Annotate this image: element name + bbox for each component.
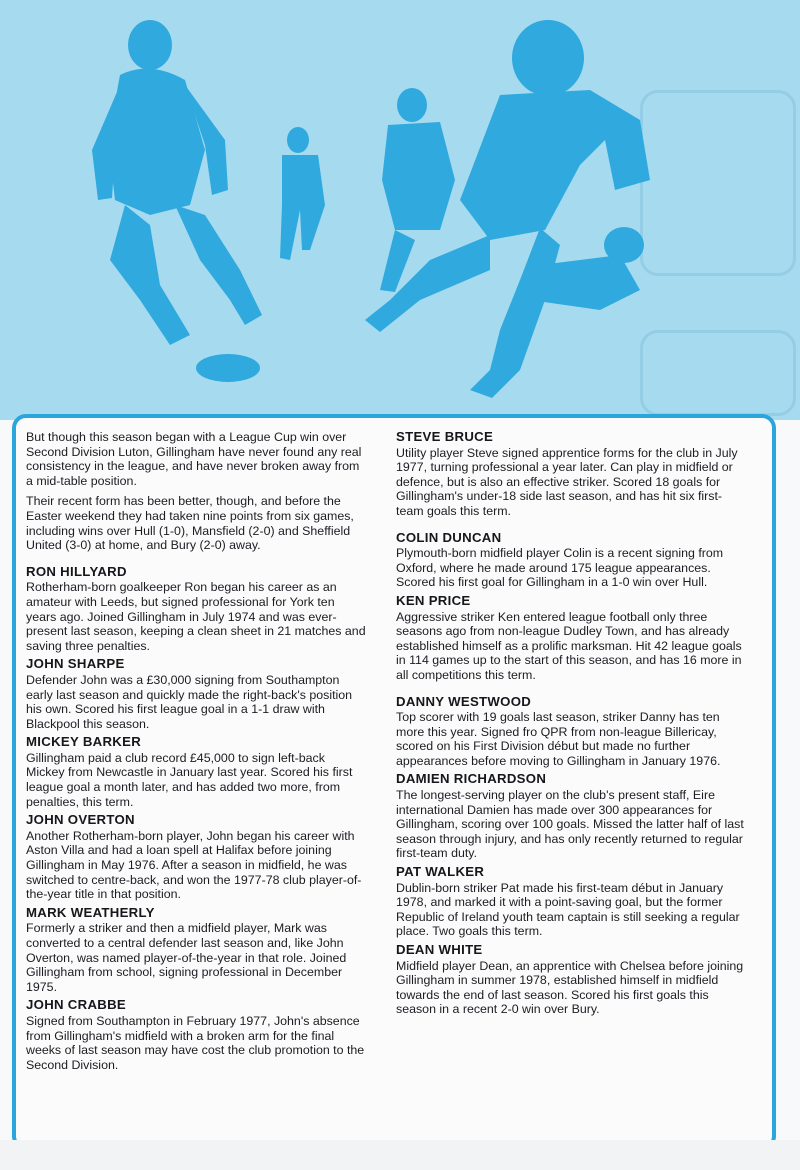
player-background-figure	[280, 127, 325, 260]
player-entry	[396, 943, 746, 1017]
player-name: DEAN WHITE	[396, 942, 483, 957]
player-entry	[396, 531, 746, 590]
right-column	[396, 430, 746, 1021]
player-bio: Formerly a striker and then a midfield player, Mark was converted to a central defender last season and, like John Overton, was named player-of-the-year in that role. Joined Gillingham from school, signing professional in December 1975.	[26, 921, 347, 994]
player-bio: The longest-serving player on the club's present staff, Eire international Damien has made over 300 appearances for Gillingham, scoring over 100 goals. Missed the latter half of last season through injury, and has only recently returned to regular first-team duty.	[396, 788, 744, 861]
intro-paragraph: Their recent form has been better, though, and before the Easter weekend they had taken nine points from six games, including wins over Hull (1-0), Mansfield (2-0) and Sheffield United (3-0) at home, and Bury (2-0) away.	[26, 494, 354, 553]
player-name: JOHN CRABBE	[26, 997, 127, 1013]
player-bio: Another Rotherham-born player, John began his career with Aston Villa and had a loan spell at Halifax before joining Gillingham in May 1976. After a season in midfield, he was switched to centre-back, and won the 1977-78 club player-of-the-year title in that position.	[26, 828, 362, 902]
player-bio: Defender John was a £30,000 signing from Southampton early last season and quickly made the right-back's position his own. Scored his first league goal in a 1-1 draw with Blackpool this season.	[26, 672, 353, 731]
player-entry	[396, 430, 746, 519]
player-bio: Top scorer with 19 goals last season, striker Danny has ten more this year. Signed fro QPR from non-league Billericay, scored on his First Division début but made no further appearances before moving to Gillingham in January 1976.	[396, 710, 721, 768]
player-bio: Rotherham-born goalkeeper Ron began his career as an amateur with Leeds, but signed professional for York ten years ago. Joined Gillingham in July 1974 and was ever-present last season, keeping a clean sheet in 21 matches and saving three penalties.	[26, 580, 366, 653]
player-name: STEVE BRUCE	[396, 429, 494, 444]
player-bio: Aggressive striker Ken entered league football only three seasons ago from non-league Dudley Town, and has already established himself as a prolific marksman. Hit 42 league goals in 114 games up to the start of this season, and has 16 more in all competitions this term.	[396, 609, 742, 682]
player-entry	[396, 772, 746, 861]
player-bio: Signed from Southampton in February 1977, John's absence from Gillingham's midfield with a broken arm for the final weeks of last season may have cost the club promotion to the Second Division.	[26, 1013, 365, 1072]
player-entry	[26, 657, 366, 731]
player-name: COLIN DUNCAN	[396, 529, 502, 545]
player-name: KEN PRICE	[396, 592, 471, 608]
player-name: RON HILLYARD	[26, 563, 127, 579]
player-entry	[26, 906, 366, 995]
player-name: DAMIEN RICHARDSON	[396, 771, 547, 787]
player-entry	[26, 998, 366, 1072]
football-action-photo	[0, 0, 800, 420]
player-entry	[396, 865, 746, 939]
player-entry	[26, 813, 366, 902]
player-left-figure	[92, 20, 262, 382]
player-name: MICKEY BARKER	[26, 734, 142, 750]
player-name: JOHN OVERTON	[26, 812, 135, 828]
player-entry	[26, 735, 366, 809]
player-entry	[26, 565, 366, 654]
player-entry	[396, 594, 746, 683]
player-name: MARK WEATHERLY	[26, 904, 155, 920]
player-bio: Plymouth-born midfield player Colin is a recent signing from Oxford, where he made around 175 league appearances. Scored his first goal for Gillingham in a 1-0 win over Hull.	[396, 546, 724, 590]
player-name: JOHN SHARPE	[26, 656, 125, 672]
player-entry	[396, 695, 746, 769]
player-bio: Midfield player Dean, an apprentice with Chelsea before joining Gillingham in summer 1978, established himself in midfield towards the end of last season. Scored his first goals this season in a recent 2-0 win over Bury.	[396, 958, 744, 1017]
player-bio: Gillingham paid a club record £45,000 to sign left-back Mickey from Newcastle in January last year. Scored his first league goal a month later, and has added two more, from penalties, this term.	[26, 750, 353, 809]
left-column	[26, 430, 366, 1076]
intro-paragraph: But though this season began with a League Cup win over Second Division Luton, Gillingham have never found any real consistency in the league, and have never broken away from a mid-table position.	[26, 430, 362, 488]
player-name: DANNY WESTWOOD	[396, 693, 532, 709]
player-bio: Utility player Steve signed apprentice forms for the club in July 1977, turning professional a year later. Can play in midfield or defence, but is also an effective striker. Scored 18 goals for Gillingham's under-18 side last season, and has hit six first-team goals this term.	[396, 445, 738, 518]
page-footer-strip	[0, 1140, 800, 1170]
player-bio: Dublin-born striker Pat made his first-team début in January 1978, and marked it with a point-saving goal, but the former Republic of Ireland youth team captain is still seeking a regular place. Two goals this term.	[396, 880, 740, 939]
player-name: PAT WALKER	[396, 864, 485, 880]
